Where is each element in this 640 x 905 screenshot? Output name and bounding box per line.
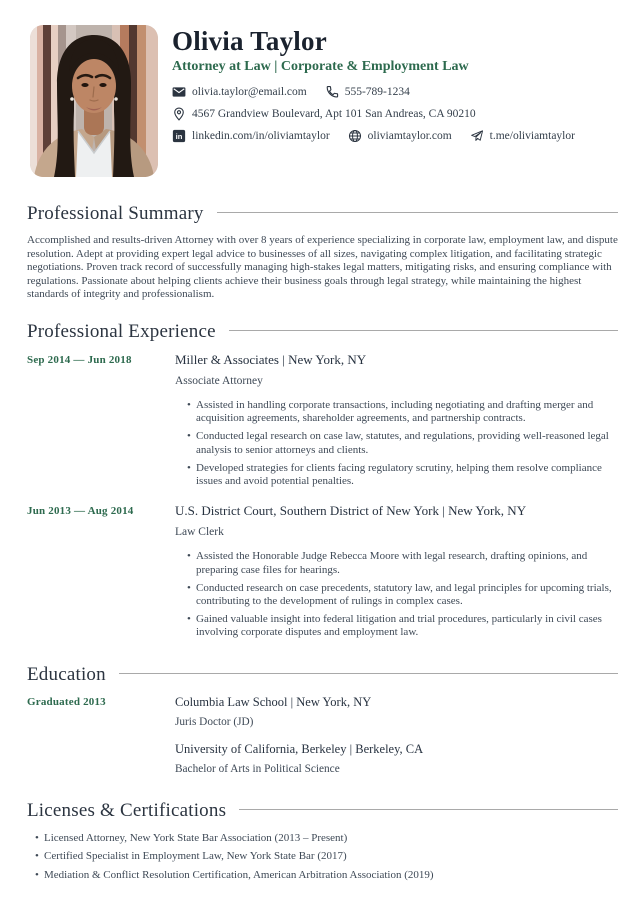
entry-bullet-list xyxy=(175,550,618,639)
phone-value: 555-789-1234 xyxy=(344,86,410,98)
header xyxy=(27,25,618,177)
bullet-dot: • xyxy=(35,868,39,881)
website-value[interactable]: oliviamtaylor.com xyxy=(367,130,452,142)
heading-rule xyxy=(119,673,618,674)
section-title: Education xyxy=(27,663,106,685)
bullet-item xyxy=(187,399,618,426)
bullet-text: Conducted research on case precedents, statutory law, and legal principles for upcoming trials, contributing to the development of rulings in complex cases. xyxy=(196,581,612,608)
bullet-item xyxy=(187,550,618,577)
licenses-list xyxy=(27,832,618,883)
section-title: Licenses & Certifications xyxy=(27,799,227,821)
bullet-text: Assisted in handling corporate transactions, including negotiating and drafting merger and acquisition agreements, shareholder agreements, and partnership contracts. xyxy=(196,398,594,425)
bullet-dot: • xyxy=(187,461,191,474)
section-professional-summary xyxy=(27,203,618,302)
entry-role: Law Clerk xyxy=(175,526,224,539)
person-title: Attorney at Law | Corporate & Employment Law xyxy=(172,59,469,74)
experience-entry xyxy=(27,352,618,488)
bullet-text: Gained valuable insight into federal litigation and trial procedures, particularly in civil cases involving corporate disputes and employment law. xyxy=(196,613,602,639)
section-heading-row xyxy=(27,800,618,822)
education-entry xyxy=(27,741,618,776)
location-pin-icon xyxy=(172,107,186,121)
email-value[interactable]: olivia.taylor@email.com xyxy=(192,86,307,98)
phone-icon xyxy=(325,85,339,99)
school-name: University of California, Berkeley | Berkeley, CA xyxy=(175,741,424,756)
section-heading-row xyxy=(27,203,618,225)
section-heading-row xyxy=(27,321,618,343)
entry-body xyxy=(175,352,618,488)
linkedin-value[interactable]: linkedin.com/in/oliviamtaylor xyxy=(192,130,330,142)
license-item xyxy=(35,832,618,846)
person-name: Olivia Taylor xyxy=(172,26,327,56)
bullet-dot: • xyxy=(187,613,191,626)
entry-body xyxy=(175,503,618,639)
license-text: Mediation & Conflict Resolution Certification, American Arbitration Association (2019) xyxy=(44,868,434,881)
contact-row-1 xyxy=(172,85,575,99)
header-text xyxy=(172,25,575,143)
entry-dates: Graduated 2013 xyxy=(27,695,106,708)
linkedin-icon xyxy=(172,129,186,143)
entry-dates xyxy=(27,741,175,776)
telegram-plane-icon xyxy=(470,129,484,143)
license-text: Certified Specialist in Employment Law, New York State Bar (2017) xyxy=(44,850,347,863)
section-title: Professional Summary xyxy=(27,203,204,224)
heading-rule xyxy=(229,330,618,331)
entry-body xyxy=(175,741,618,776)
education-entry xyxy=(27,694,618,729)
bullet-dot: • xyxy=(35,850,39,863)
telegram-value[interactable]: t.me/oliviamtaylor xyxy=(489,130,575,142)
bullet-dot: • xyxy=(35,831,39,844)
envelope-icon xyxy=(172,85,186,99)
experience-entries xyxy=(27,352,618,640)
section-professional-experience xyxy=(27,321,618,640)
bullet-text: Conducted legal research on case law, statutes, and regulations, providing well-reasoned legal analysis to senior attorneys and clients. xyxy=(196,430,609,456)
contact-row-2 xyxy=(172,107,575,121)
license-item xyxy=(35,869,618,883)
school-name: Columbia Law School | New York, NY xyxy=(175,694,372,709)
address-value: 4567 Grandview Boulevard, Apt 101 San Andreas, CA 90210 xyxy=(192,108,476,120)
license-item xyxy=(35,850,618,864)
heading-rule xyxy=(239,809,618,810)
heading-rule xyxy=(217,212,618,213)
license-text: Licensed Attorney, New York State Bar Association (2013 – Present) xyxy=(44,831,348,844)
entry-dates: Sep 2014 — Jun 2018 xyxy=(27,353,132,366)
entry-company: Miller & Associates | New York, NY xyxy=(175,351,367,367)
bullet-item xyxy=(187,430,618,457)
degree-name: Bachelor of Arts in Political Science xyxy=(175,762,340,775)
bullet-item xyxy=(187,582,618,609)
bullet-dot: • xyxy=(187,430,191,443)
section-education xyxy=(27,664,618,776)
experience-entry xyxy=(27,503,618,639)
entry-company: U.S. District Court, Southern District of New York | New York, NY xyxy=(175,503,527,519)
summary-paragraph: Accomplished and results-driven Attorney with over 8 years of experience specializing in corporate law, employment law, and dispute resolution. Adept at providing expert legal advice to businesses of all sizes, navigating complex litigation, and facilitating strategic negotiations. Proven track record of successfully managing high-stakes legal matters, mitigating risks, and ensuring compliance with regulations. Passionate about helping clients achieve their business goals through legal strategy, while maintaining the highest standards of integrity and professionalism. xyxy=(27,234,618,301)
section-heading-row xyxy=(27,664,618,686)
bullet-dot: • xyxy=(187,581,191,594)
section-title: Professional Experience xyxy=(27,320,216,342)
education-entries xyxy=(27,694,618,776)
degree-name: Juris Doctor (JD) xyxy=(175,715,254,728)
bullet-item xyxy=(187,462,618,489)
entry-body xyxy=(175,694,618,729)
bullet-dot: • xyxy=(187,398,191,411)
portrait-illustration xyxy=(30,25,158,177)
section-licenses-certifications xyxy=(27,800,618,883)
contact-block xyxy=(172,85,575,143)
bullet-dot: • xyxy=(187,550,191,563)
entry-dates: Jun 2013 — Aug 2014 xyxy=(27,505,134,518)
globe-icon xyxy=(348,129,362,143)
entry-role: Associate Attorney xyxy=(175,374,263,387)
bullet-item xyxy=(187,613,618,640)
bullet-text: Developed strategies for clients facing regulatory scrutiny, helping them resolve compliance issues and avoid potential penalties. xyxy=(196,461,602,487)
contact-row-3 xyxy=(172,129,575,143)
profile-photo xyxy=(30,25,158,177)
svg-text:in: in xyxy=(175,132,183,142)
bullet-text: Assisted the Honorable Judge Rebecca Moore with legal research, drafting opinions, and preparing case files for hearings. xyxy=(196,550,588,576)
entry-bullet-list xyxy=(175,399,618,488)
